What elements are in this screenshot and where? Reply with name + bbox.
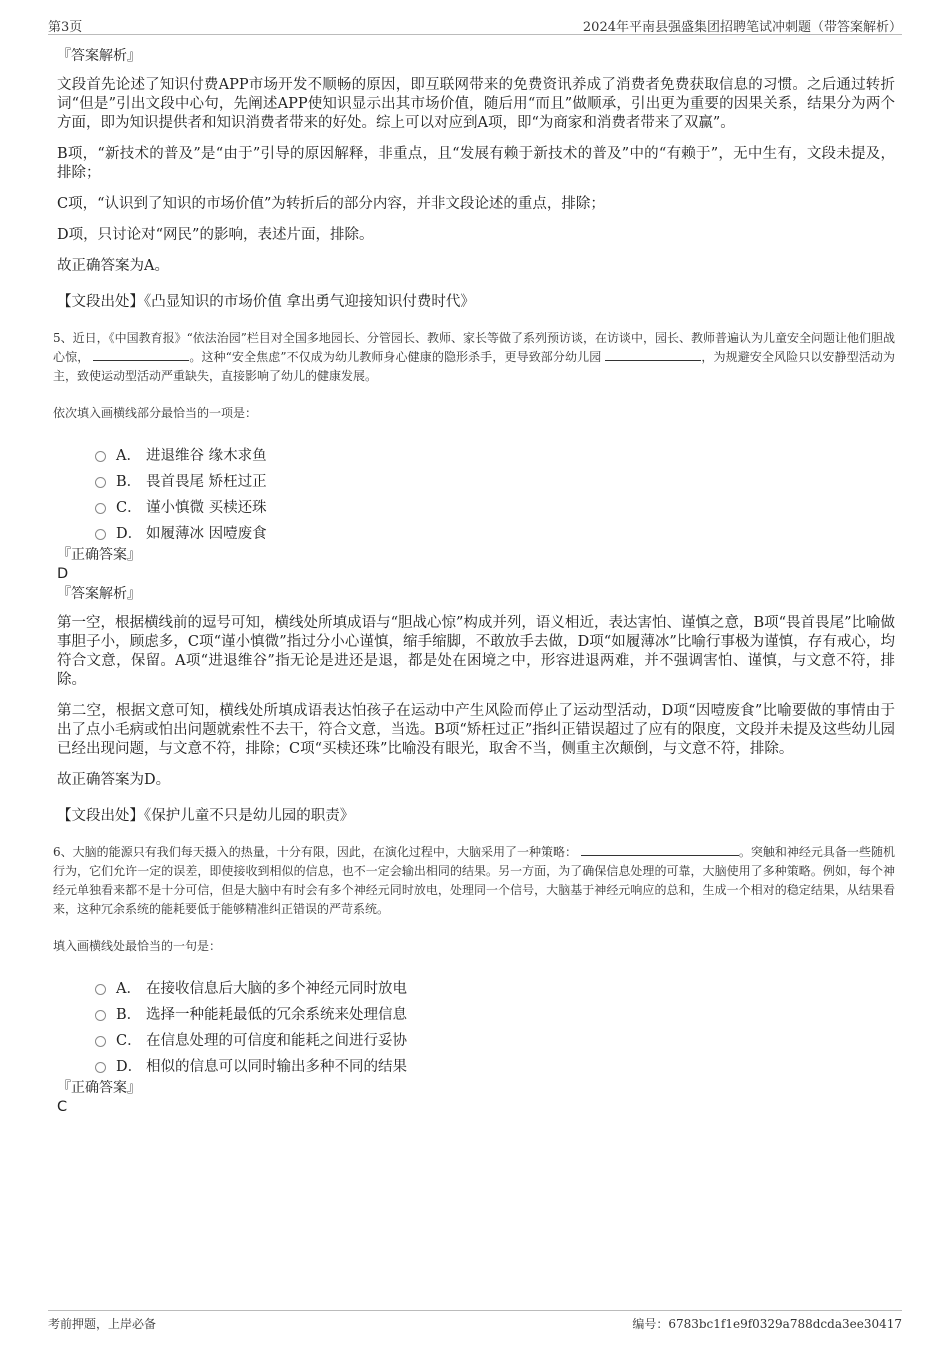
page-content — [53, 46, 895, 1117]
option-c[interactable] — [95, 493, 895, 519]
source-citation: 【文段出处】《凸显知识的市场价值 拿出勇气迎接知识付费时代》 — [57, 294, 475, 310]
analysis-paragraph: 第二空，根据文意可知，横线处所填成语表达怕孩子在运动中产生风险而停止了运动型活动，D项“因噎废食”比喻要做的事情由于出了点小毛病或怕出问题就索性不去干，符合文意，当选。B项“矫枉过正”指纠正错误超过了应有的限度，文段并未提及这些幼儿园已经出现问题，与文意不符，排除；C项“买椟还珠”比喻没有眼光，取舍不当，侧重主次颠倒，与文意不符，排除。 — [57, 703, 895, 757]
stem-text: 。突触和神经元具备一些随机行为，它们允许一定的误差，即使接收到相似的信息，也不一定会输出相同的结果。另一方面，为了确保信息处理的可靠，大脑使用了多种策略。例如，每个神经元单独看来都不是十分可信，但是大脑中有时会有多个神经元同时放电，处理同一个信号，大脑基于神经元响应的总和，生成一个相对的稳定结果，从结果看来，这种冗余系统的能耗要低于能够精准纠正错误的严苛系统。 — [53, 845, 895, 916]
question-6 — [53, 843, 895, 1117]
option-list — [95, 441, 895, 545]
option-letter: D． — [116, 1058, 143, 1075]
option-a[interactable] — [95, 441, 895, 467]
correct-answer: C — [57, 1099, 68, 1115]
analysis-label: 『答案解析』 — [57, 48, 141, 64]
radio-button[interactable] — [95, 477, 106, 488]
option-text: 选择一种能耗最低的冗余系统来处理信息 — [146, 1006, 407, 1023]
page-footer — [48, 1310, 902, 1333]
option-letter: A． — [116, 980, 141, 997]
question-5 — [53, 329, 895, 825]
radio-button[interactable] — [95, 1010, 106, 1021]
option-d[interactable] — [95, 1052, 895, 1078]
option-letter: B． — [116, 1006, 142, 1023]
analysis-paragraph: 第一空，根据横线前的逗号可知，横线处所填成语与“胆战心惊”构成并列，语义相近，表达害怕、谨慎之意，B项“畏首畏尾”比喻做事胆子小，顾虑多，C项“谨小慎微”指过分小心谨慎，缩手缩脚，不敢放手去做，D项“如履薄冰”比喻行事极为谨慎，存有戒心，均符合文意，保留。A项“进退维谷”指无论是进还是退，都是处在困境之中，形容进退两难，并不强调害怕、谨慎，与文意不符，排除。 — [57, 615, 895, 688]
analysis-paragraph: 文段首先论述了知识付费APP市场开发不顺畅的原因，即互联网带来的免费资讯养成了消费者免费获取信息的习惯。之后通过转折词“但是”引出文段中心句，先阐述APP使知识显示出其市场价值，随后用“而且”做顺承，引出更为重要的因果关系，结果分为两个方面，即为知识提供者和知识消费者带来的好处。综上可以对应到A项，即“为商家和消费者带来了双赢”。 — [57, 77, 895, 131]
page-header — [48, 14, 902, 35]
analysis-paragraph: B项，“新技术的普及”是“由于”引导的原因解释，非重点，且“发展有赖于新技术的普及”中的“有赖于”，无中生有，文段未提及，排除； — [57, 146, 895, 181]
source-citation: 【文段出处】《保护儿童不只是幼儿园的职责》 — [57, 808, 355, 824]
option-a[interactable] — [95, 974, 895, 1000]
correct-answer: D — [57, 566, 69, 582]
analysis-paragraph: C项，“认识到了知识的市场价值”为转折后的部分内容，并非文段论述的重点，排除； — [57, 196, 605, 212]
radio-button[interactable] — [95, 451, 106, 462]
option-text: 畏首畏尾 矫枉过正 — [146, 473, 267, 490]
radio-button[interactable] — [95, 503, 106, 514]
question-stem — [53, 329, 895, 386]
radio-button[interactable] — [95, 529, 106, 540]
option-text: 相似的信息可以同时输出多种不同的结果 — [146, 1058, 407, 1075]
radio-button[interactable] — [95, 984, 106, 995]
page-number: 第3页 — [48, 20, 83, 35]
option-c[interactable] — [95, 1026, 895, 1052]
option-text: 进退维谷 缘木求鱼 — [146, 447, 267, 464]
radio-button[interactable] — [95, 1062, 106, 1073]
option-text: 如履薄冰 因噎废食 — [146, 525, 267, 542]
option-b[interactable] — [95, 467, 895, 493]
analysis-paragraph: 故正确答案为D。 — [57, 772, 171, 788]
option-text: 谨小慎微 买椟还珠 — [146, 499, 267, 516]
option-d[interactable] — [95, 519, 895, 545]
option-letter: C． — [116, 499, 142, 516]
fill-blank — [605, 348, 701, 361]
option-b[interactable] — [95, 1000, 895, 1026]
option-letter: A． — [116, 447, 141, 464]
stem-text: ，为规避安全风险只以安静型活动为主，致使运动型活动严重缺失，直接影响了幼儿的健康发展。 — [53, 350, 895, 383]
top-analysis-section — [57, 46, 895, 311]
document-title: 2024年平南县强盛集团招聘笔试冲刺题（带答案解析） — [582, 20, 902, 35]
question-stem — [53, 843, 895, 919]
footer-slogan: 考前押题，上岸必备 — [48, 1317, 157, 1331]
fill-blank — [93, 348, 189, 361]
question-prompt: 依次填入画横线部分最恰当的一项是： — [53, 406, 258, 420]
correct-answer-label: 『正确答案』 — [57, 547, 141, 563]
option-text: 在信息处理的可信度和能耗之间进行妥协 — [146, 1032, 407, 1049]
option-letter: B． — [116, 473, 142, 490]
question-prompt: 填入画横线处最恰当的一句是： — [53, 939, 222, 953]
fill-blank — [581, 843, 739, 856]
analysis-paragraph: 故正确答案为A。 — [57, 258, 169, 274]
option-list — [95, 974, 895, 1078]
analysis-paragraph: D项，只讨论对“网民”的影响，表述片面，排除。 — [57, 227, 374, 243]
radio-button[interactable] — [95, 1036, 106, 1047]
option-letter: C． — [116, 1032, 142, 1049]
option-text: 在接收信息后大脑的多个神经元同时放电 — [146, 980, 407, 997]
correct-answer-label: 『正确答案』 — [57, 1080, 141, 1096]
stem-text: 。这种“安全焦虑”不仅成为幼儿教师身心健康的隐形杀手，更导致部分幼儿园 — [189, 350, 602, 364]
document-id: 编号：6783bc1f1e9f0329a788dcda3ee30417 — [632, 1317, 902, 1331]
analysis-label: 『答案解析』 — [57, 586, 141, 602]
option-letter: D． — [116, 525, 143, 542]
stem-text: 5、近日，《中国教育报》“依法治园”栏目对全国多地园长、分管园长、教师、家长等做了系列预访谈，在访谈中，园长、教师普遍认为儿童安全问题让他们胆战心惊， — [53, 331, 895, 364]
stem-text: 6、大脑的能源只有我们每天摄入的热量，十分有限，因此，在演化过程中，大脑采用了一种策略： — [53, 845, 578, 859]
